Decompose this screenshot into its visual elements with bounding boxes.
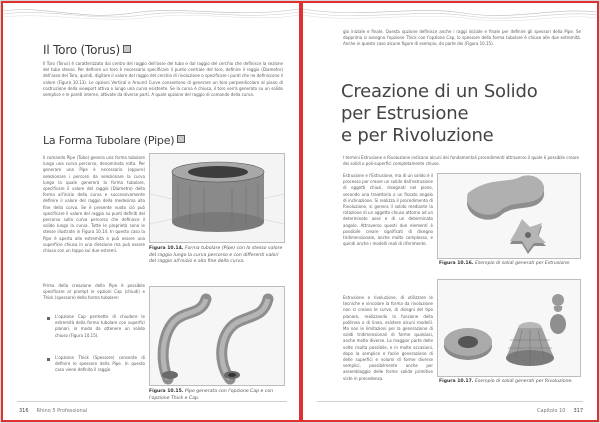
pipe-paragraph: Il comando Pipe (Tubo) genera una forma tubolare lungo una curva percorso, denominata rotta. Per generare una Pipe è necessario (oppure) selezionare i percorsi da selezionare la curva lungo la quale genererà la forma tubolare, specificare il valore del raggio (Diametro) della forma all'inizio della curva e successivamente definire il valore del raggio della medesima alla fine della curva. Se è presente vuoto ciò può specificare il valore del raggio su punti definiti del percorso sulla curva percorso che definisce il solido lungo la curva. Tutte le proprietà sono le stesse illustrate in Figura 10.14. In questo caso la Pipe è aperta alle estremità e può essere una superficie chiusa in una direzione ma può essere chiusa con un tappo sui due estremi. <box>43 155 145 254</box>
figure-10-14 <box>149 153 285 243</box>
running-head: Capitolo 10 <box>536 408 566 414</box>
footer-rule <box>17 401 287 402</box>
revolved-solids-illustration <box>438 280 580 376</box>
continued-paragraph: gio iniziale e finale. Questa opzione definisce anche i raggi iniziale e finale per definire gli spessori della Pipe. Se dapprima si assegna l'opzione Thick con l'opzione Cap, lo spessore della forma tubolare è chiuso alle due estremità. Anche in questo caso alcune figure di esempio, da parte dei (Figura 10.15). <box>343 29 581 47</box>
caption-10-17: Figura 10.17. Esempio di solidi generati per Rivoluzione. <box>439 379 573 384</box>
heading-toro: Il Toro (Torus) <box>43 43 131 57</box>
bullet-marker <box>47 358 50 361</box>
pipe-options-paragraph: Prima della creazione della Pipe è possibile specificare al prompt le opzioni Cap (chiudi) e Thick (spessore) della forma tubolare: <box>43 283 145 301</box>
caption-10-14: Figura 10.14. Forma tubolare (Pipe) con lo stesso valore del raggio lungo la curva percorso e con differenti valori del raggio all'inizio e alla fine della curva. <box>149 246 283 265</box>
bullet-thick: L'opzione Thick (Spessore) consente di definire lo spessore della Pipe. In questo caso viene definito il raggio <box>55 355 145 373</box>
pipe-cylinder-illustration <box>150 154 284 242</box>
bullet-cap: L'opzione Cap permette di chiudere le estremità della forma tubolare con superfici planari, in modo da ottenere un solido chiuso (Figura 10.15). <box>55 314 145 338</box>
caption-10-16: Figura 10.16. Esempio di solidi generati per Estrusione. <box>439 261 571 266</box>
book-spread <box>1 1 599 422</box>
pipe-command-icon <box>177 135 185 143</box>
header-wave-decoration <box>303 3 597 25</box>
bullet-marker <box>47 317 50 320</box>
toro-paragraph: Il Toro (Torus) è caratterizzato dai centro del raggio dell'asse del tubo e dal raggio del cerchio che definisce la sezione del tubo stesso. Per definire un toro è necessario specificare il punto centrale del toro, definire il raggio (Diametro) dell'asse del Toro, quindi, digitare il valore del raggio del cerchio di rivoluzione o specificare i punti che ne definiscono il valore (Figura 10.13). Le opzioni Vertical e Around Curve consentono di generare un toro perpendicolare al piano di costruzione della viewport attiva o lungo una curva esistente. Se la curva è chiusa, il toro verrà generato su un solido semplice e le pareti interne, attivate da diverse parti. A quale opzione del raggio di comando della curva. <box>43 61 283 98</box>
extruded-solids-illustration <box>438 174 580 258</box>
right-page <box>301 1 599 422</box>
footer-rule <box>317 401 583 402</box>
figure-10-17 <box>437 279 581 377</box>
footer-right <box>537 408 583 414</box>
heading-pipe: La Forma Tubolare (Pipe) <box>43 134 185 147</box>
caption-10-15: Figura 10.15. Pipe generata con l'opzione Cap e con l'opzione Thick e Cap. <box>149 389 274 401</box>
figure-10-15 <box>149 286 285 386</box>
left-page <box>1 1 301 422</box>
running-head: Rhino 5 Professional <box>36 408 88 414</box>
estrusione-paragraph: Estrusione e l'Estrusione, ma di un solido è il processo per creare un solido dall'estrusione di oggetti chiusi, disegnati nel piano, secondo una traiettoria o un fissato angolo di inclinazione. Si realizza il procedimento di Rivoluzione, si genera il solido mediante la rotazione di un oggetto chiuso attorno ad un determinato asse e di un determinato angolo. Attraverso questi due elementi è possibile creare significati di disegno tridimensionale, anche molto complesso, e quindi anche i modelli reali di riferimento. <box>343 173 433 247</box>
figure-10-16 <box>437 173 581 259</box>
page-number: 316 <box>19 408 29 414</box>
chapter-section-title: Creazione di un Solido per Estrusione e per Rivoluzione <box>341 81 538 146</box>
capped-pipes-illustration <box>150 287 284 385</box>
toro-command-icon <box>123 45 131 53</box>
footer-left <box>19 408 87 414</box>
rivoluzione-paragraph: Estrusione e rivoluzione, di utilizzare le tecniche e vincolare la forma da rivoluzione non si creano le curve, di disegni del tipo planare, realizzando la funzione della polilinea o di linea, esistere alcuni modelli. Ma non le limitazioni per la generazione di solidi tridimensionali di forme qualsiasi, anche molto diverse. La maggior parte delle volte risulta possibile, e in molte occasioni, dopo la semplice e facile generazione di delle superfici e volumi di forme diverse semplici, possibilmente anche per assemblaggio delle forme solide primitive viste in precedenza. <box>343 295 433 381</box>
intro-paragraph: I termini Estrusione e Rivoluzione indicano alcuni dei fondamentali procedimenti attraverso il quale è possibile creare dei solidi o poli-superfici completamente chiuse. <box>343 155 579 167</box>
page-number: 317 <box>573 408 583 414</box>
header-wave-decoration <box>3 3 299 25</box>
